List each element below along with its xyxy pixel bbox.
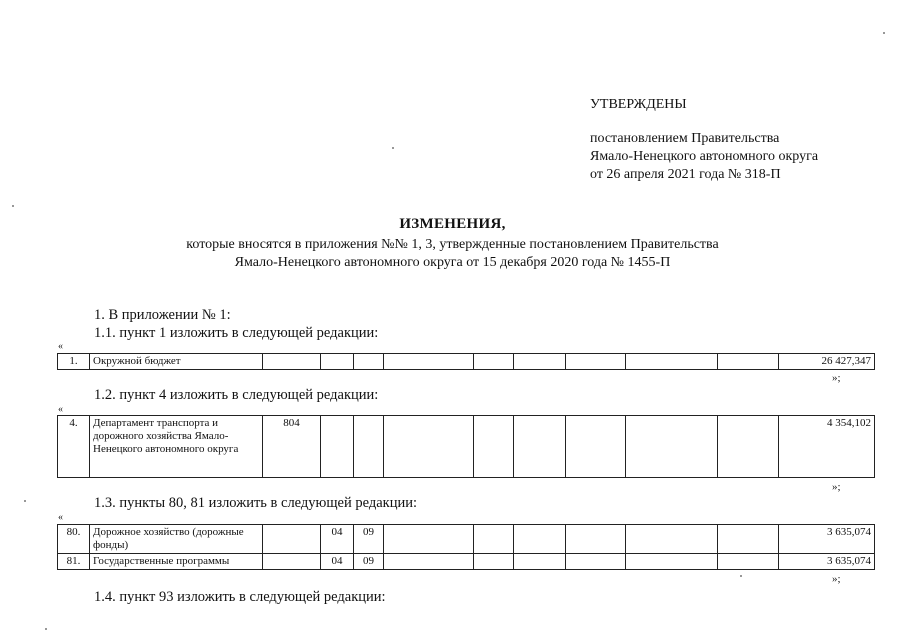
row-section (321, 354, 354, 370)
row-number: 80. (58, 525, 90, 554)
table-items-80-81 (57, 524, 875, 570)
table-row (58, 554, 875, 570)
table-item-1 (57, 353, 875, 370)
row-number: 1. (58, 354, 90, 370)
row-value: 3 635,074 (779, 525, 875, 554)
row-section: 04 (321, 554, 354, 570)
row-number: 4. (58, 416, 90, 478)
scan-speck (883, 32, 885, 34)
row-name: Департамент транспорта и дорожного хозяйства Ямало-Ненецкого автономного округа (90, 416, 263, 478)
table-row (58, 416, 875, 478)
row-subsection (354, 416, 384, 478)
row-value: 3 635,074 (779, 554, 875, 570)
row-subsection: 09 (354, 525, 384, 554)
section-1: 1. В приложении № 1: (94, 307, 231, 323)
scan-speck (740, 575, 742, 577)
quote-open-1: « (58, 341, 63, 352)
row-code (263, 354, 321, 370)
section-1-4: 1.4. пункт 93 изложить в следующей редакции: (94, 589, 386, 605)
approval-heading: УТВЕРЖДЕНЫ (590, 97, 687, 112)
row-subsection: 09 (354, 554, 384, 570)
row-code (263, 525, 321, 554)
scan-speck (24, 500, 26, 502)
scan-speck (12, 205, 14, 207)
table-row (58, 525, 875, 554)
section-1-2: 1.2. пункт 4 изложить в следующей редакции: (94, 387, 379, 403)
section-1-1: 1.1. пункт 1 изложить в следующей редакции: (94, 325, 379, 341)
quote-open-3: « (58, 512, 63, 523)
row-value: 4 354,102 (779, 416, 875, 478)
document-title: ИЗМЕНЕНИЯ, (399, 216, 506, 232)
row-name: Государственные программы (90, 554, 263, 570)
approval-line-1: постановлением Правительства (590, 131, 780, 146)
row-code: 804 (263, 416, 321, 478)
scan-speck (392, 147, 394, 149)
subtitle-line-1: которые вносятся в приложения №№ 1, 3, утвержденные постановлением Правительства (186, 237, 719, 252)
subtitle-line-2: Ямало-Ненецкого автономного округа от 15 декабря 2020 года № 1455-П (234, 255, 671, 270)
scan-speck (45, 628, 47, 630)
table-item-4 (57, 415, 875, 478)
row-code (263, 554, 321, 570)
row-value: 26 427,347 (779, 354, 875, 370)
quote-close-3: »; (832, 573, 841, 585)
row-subsection (354, 354, 384, 370)
approval-line-3: от 26 апреля 2021 года № 318-П (590, 167, 781, 182)
approval-line-2: Ямало-Ненецкого автономного округа (590, 149, 819, 164)
row-number: 81. (58, 554, 90, 570)
quote-close-1: »; (832, 372, 841, 384)
row-section (321, 416, 354, 478)
section-1-3: 1.3. пункты 80, 81 изложить в следующей редакции: (94, 495, 418, 511)
row-name: Окружной бюджет (90, 354, 263, 370)
table-row (58, 354, 875, 370)
quote-close-2: »; (832, 481, 841, 493)
row-section: 04 (321, 525, 354, 554)
row-name: Дорожное хозяйство (дорожные фонды) (90, 525, 263, 554)
quote-open-2: « (58, 404, 63, 415)
